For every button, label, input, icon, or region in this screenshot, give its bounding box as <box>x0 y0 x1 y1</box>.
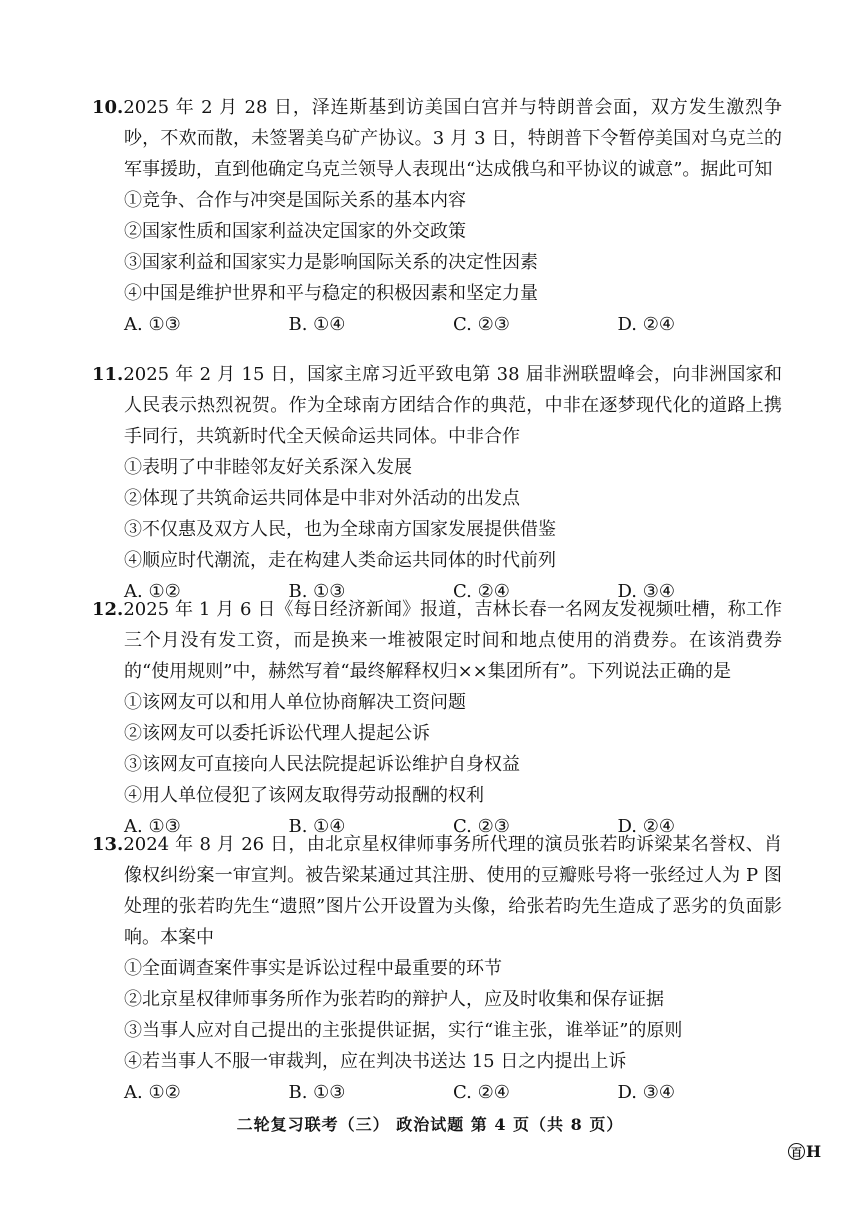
option-2: ②国家性质和国家利益决定国家的外交政策 <box>124 221 466 242</box>
answer-choices <box>92 1077 782 1108</box>
choice-d: D. ③④ <box>617 581 676 602</box>
choice-a: A. ①③ <box>124 314 181 335</box>
choice-d: D. ③④ <box>617 1082 676 1103</box>
question-text: 2025 年 2 月 15 日，国家主席习近平致电第 38 届非洲联盟峰会，向非洲国家和人民表示热烈祝贺。作为全球南方团结合作的典范，中非在逐梦现代化的道路上携手同行，共筑新时代全天候命运共同体。中非合作 <box>123 364 782 447</box>
option-1: ①竞争、合作与冲突是国际关系的基本内容 <box>124 190 466 211</box>
option-2: ②体现了共筑命运共同体是中非对外活动的出发点 <box>124 488 520 509</box>
question-11 <box>92 359 782 607</box>
question-12 <box>92 594 782 842</box>
choice-a: A. ①② <box>124 1082 181 1103</box>
question-stem <box>92 829 782 953</box>
version-mark <box>788 1142 821 1161</box>
choice-d: D. ②④ <box>617 816 676 837</box>
question-stem <box>92 92 782 185</box>
option-4: ④用人单位侵犯了该网友取得劳动报酬的权利 <box>124 785 484 806</box>
choice-d: D. ②④ <box>617 314 676 335</box>
choice-a: A. ①③ <box>124 816 181 837</box>
option-3: ③该网友可直接向人民法院提起诉讼维护自身权益 <box>124 754 520 775</box>
choice-b: B. ①③ <box>288 1082 346 1103</box>
option-3: ③当事人应对自己提出的主张提供证据，实行“谁主张，谁举证”的原则 <box>124 1020 683 1041</box>
option-2: ②北京星权律师事务所作为张若昀的辩护人，应及时收集和保存证据 <box>124 989 664 1010</box>
option-4: ④顺应时代潮流，走在构建人类命运共同体的时代前列 <box>124 550 556 571</box>
choice-b: B. ①④ <box>288 314 346 335</box>
option-3: ③不仅惠及双方人民，也为全球南方国家发展提供借鉴 <box>124 519 556 540</box>
choice-c: C. ②③ <box>453 816 510 837</box>
circled-char-icon: 百 <box>788 1143 805 1160</box>
question-number: 12. <box>92 599 124 620</box>
question-stem <box>92 359 782 452</box>
choice-b: B. ①③ <box>288 581 346 602</box>
option-1: ①全面调查案件事实是诉讼过程中最重要的环节 <box>124 958 502 979</box>
option-1: ①该网友可以和用人单位协商解决工资问题 <box>124 692 466 713</box>
choice-b: B. ①④ <box>288 816 346 837</box>
page-footer: 二轮复习联考（三） 政治试题 第 4 页（共 8 页） <box>236 1115 624 1134</box>
choice-c: C. ②④ <box>453 581 510 602</box>
choice-c: C. ②③ <box>453 314 510 335</box>
answer-choices <box>92 309 782 340</box>
question-number: 13. <box>92 834 124 855</box>
option-1: ①表明了中非睦邻友好关系深入发展 <box>124 457 412 478</box>
question-number: 10. <box>92 97 124 118</box>
option-2: ②该网友可以委托诉讼代理人提起公诉 <box>124 723 430 744</box>
question-text: 2024 年 8 月 26 日，由北京星权律师事务所代理的演员张若昀诉梁某名誉权、肖像权纠纷案一审宣判。被告梁某通过其注册、使用的豆瓣账号将一张经过人为 P 图处理的张若昀先生“遗照”图片公开设置为头像，给张若昀先生造成了恶劣的负面影响。本案中 <box>123 834 782 948</box>
choice-c: C. ②④ <box>453 1082 510 1103</box>
option-4: ④中国是维护世界和平与稳定的积极因素和坚定力量 <box>124 283 538 304</box>
option-4: ④若当事人不服一审裁判，应在判决书送达 15 日之内提出上诉 <box>124 1051 627 1072</box>
question-text: 2025 年 1 月 6 日《每日经济新闻》报道，吉林长春一名网友发视频吐槽，称工作三个月没有发工资，而是换来一堆被限定时间和地点使用的消费券。在该消费券的“使用规则”中，赫然写着“最终解释权归××集团所有”。下列说法正确的是 <box>123 599 782 682</box>
question-number: 11. <box>92 364 124 385</box>
question-text: 2025 年 2 月 28 日，泽连斯基到访美国白宫并与特朗普会面，双方发生激烈争吵，不欢而散，未签署美乌矿产协议。3 月 3 日，特朗普下令暂停美国对乌克兰的军事援助，直到他确定乌克兰领导人表现出“达成俄乌和平协议的诚意”。据此可知 <box>123 97 782 180</box>
question-10 <box>92 92 782 340</box>
question-13 <box>92 829 782 1108</box>
choice-a: A. ①② <box>124 581 181 602</box>
option-3: ③国家利益和国家实力是影响国际关系的决定性因素 <box>124 252 538 273</box>
version-letter: H <box>806 1142 822 1161</box>
question-stem <box>92 594 782 687</box>
